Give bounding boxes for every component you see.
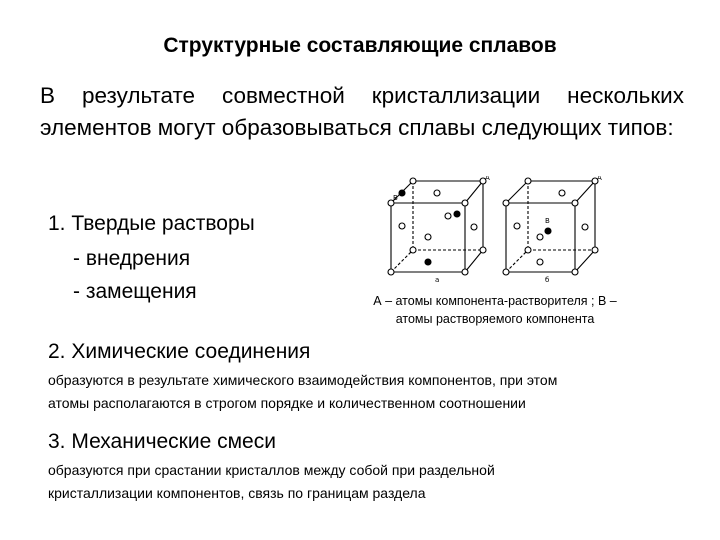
label-a-right: A xyxy=(597,176,602,182)
section-1-item-interstitial: - внедрения xyxy=(73,247,191,270)
sublabel-a: а xyxy=(435,276,440,284)
label-a-left: A xyxy=(485,176,490,182)
section-2-heading: 2. Химические соединения xyxy=(48,340,311,363)
sublabel-b: б xyxy=(545,276,550,284)
label-b-left: B xyxy=(393,194,398,202)
section-1-heading: 1. Твердые растворы xyxy=(48,212,255,235)
section-3-heading: 3. Механические смеси xyxy=(48,430,276,453)
diagram-caption xyxy=(335,292,655,328)
lattice-interstitial xyxy=(388,178,486,275)
crystal-lattice-diagram xyxy=(383,176,613,284)
diagram-caption-line-1: А – атомы компонента-растворителя ; В – xyxy=(373,294,617,308)
diagram-caption-line-2: атомы растворяемого компонента xyxy=(395,312,595,326)
slide-title: Структурные составляющие сплавов xyxy=(163,34,557,57)
section-1-item-substitutional: - замещения xyxy=(73,280,197,303)
label-b-right: B xyxy=(545,217,550,225)
section-3-desc-line-2: кристаллизации компонентов, связь по границам раздела xyxy=(48,485,426,501)
section-3-desc-line-1: образуются при срастании кристаллов между собой при раздельной xyxy=(48,462,495,478)
lattice-substitutional xyxy=(503,178,598,275)
intro-paragraph: В результате совместной кристаллизации нескольких элементов могут образовываться сплавы следующих типов: xyxy=(40,83,684,140)
section-2-desc-line-1: образуются в результате химического взаимодействия компонентов, при этом xyxy=(48,372,558,388)
section-2-desc-line-2: атомы располагаются в строгом порядке и количественном соотношении xyxy=(48,395,526,411)
